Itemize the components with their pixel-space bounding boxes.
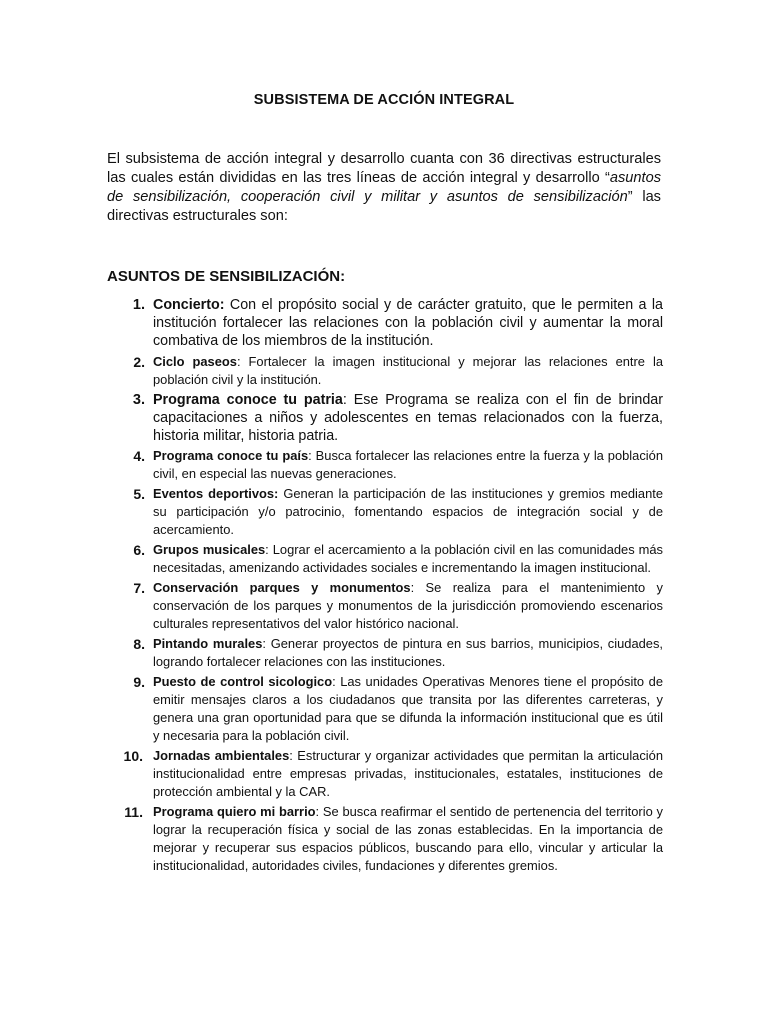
item-text: : Generar proyectos de pintura en sus barrios, municipios, ciudades, logrando fortalecer relaciones con las instituciones.: [153, 636, 663, 670]
list-item: [110, 296, 663, 351]
directives-list: [110, 296, 663, 877]
item-text: : Las unidades Operativas Menores tiene el propósito de emitir mensajes claros a los ciudadanos que transita por las diferentes carreteras, y genera una gran oportunidad para que se difunda la información institucional que es útil y necesaria para la población civil.: [153, 674, 663, 744]
list-item: [110, 447, 663, 483]
item-text: : Lograr el acercamiento a la población civil en las comunidades más necesitadas, amenizando actividades sociales e incrementando la imagen institucional.: [153, 542, 663, 576]
intro-text-after: ” las directivas estructurales son:: [107, 189, 661, 224]
document-title: SUBSISTEMA DE ACCIÓN INTEGRAL: [253, 92, 515, 108]
item-title: Puesto de control sicologico: [153, 674, 333, 690]
item-number: 4.: [133, 448, 145, 465]
list-item: [110, 541, 663, 577]
intro-text-before: El subsistema de acción integral y desarrollo cuanta con 36 directivas estructurales las cuales están divididas en las tres líneas de acción integral y desarrollo “: [107, 151, 661, 186]
item-title: Concierto:: [153, 297, 225, 313]
item-text: : Ese Programa se realiza con el fin de brindar capacitaciones a niños y adolescentes en temas relacionados con la fuerza, historia militar, historia patria.: [153, 391, 664, 445]
item-title: Eventos deportivos:: [153, 486, 279, 502]
intro-text-italic: asuntos de sensibilización, cooperación civil y militar y asuntos de sensibilización: [107, 170, 661, 205]
item-number: 7.: [133, 580, 145, 597]
item-text: : Fortalecer la imagen institucional y mejorar las relaciones entre la población civil y la institución.: [153, 353, 663, 387]
list-item: [110, 803, 663, 875]
item-number: 5.: [133, 486, 145, 503]
list-item: [110, 391, 663, 446]
item-text: : Estructurar y organizar actividades que permitan la articulación institucionalidad entre empresas privadas, institucionales, estatales, instituciones de protección ambiental y la CAR.: [153, 748, 663, 800]
item-text: : Busca fortalecer las relaciones entre la fuerza y la población civil, en especial las nuevas generaciones.: [153, 448, 663, 482]
item-number: 8.: [133, 636, 145, 653]
list-item: [110, 579, 663, 633]
list-item: [110, 485, 663, 539]
list-item: [110, 635, 663, 671]
section-heading: ASUNTOS DE SENSIBILIZACIÓN:: [107, 268, 346, 285]
list-item: [110, 673, 663, 745]
item-title: Programa conoce tu patria: [153, 391, 343, 408]
item-number: 1.: [132, 297, 145, 313]
item-title: Programa conoce tu país: [153, 448, 309, 464]
item-number: 10.: [123, 748, 143, 765]
item-title: Conservación parques y monumentos: [153, 580, 411, 596]
item-number: 9.: [133, 674, 145, 691]
list-item: [110, 747, 663, 801]
item-title: Ciclo paseos: [153, 353, 237, 369]
item-title: Pintando murales: [153, 636, 263, 652]
item-text: Con el propósito social y de carácter gratuito, que le permiten a la institución fortalecer las relaciones con la población civil y aumentar la moral combativa de los miembros de la institución.: [153, 297, 663, 350]
item-text: Generan la participación de las instituciones y gremios mediante su participación y/o patrocinio, fomentando espacios de integración social y de acercamiento.: [153, 486, 663, 538]
item-number: 6.: [133, 542, 145, 559]
item-number: 2.: [133, 353, 145, 370]
list-item: [110, 353, 663, 389]
item-title: Jornadas ambientales: [153, 748, 290, 764]
item-text: : Se busca reafirmar el sentido de pertenencia del territorio y lograr la recuperación física y social de las zonas establecidas. En la importancia de mejorar y recuperar sus espacios públicos, buscando para ello, vincular y articular la institucionalidad, autoridades civiles, fundaciones y diferentes gremios.: [153, 804, 663, 874]
item-title: Programa quiero mi barrio: [153, 804, 316, 820]
intro-paragraph: [107, 150, 661, 226]
item-title: Grupos musicales: [153, 542, 266, 558]
item-number: 3.: [132, 391, 145, 408]
item-number: 11.: [124, 804, 143, 821]
item-text: : Se realiza para el mantenimiento y conservación de los parques y monumentos de la jurisdicción promoviendo escenarios culturales representativos del valor histórico nacional.: [153, 580, 663, 632]
